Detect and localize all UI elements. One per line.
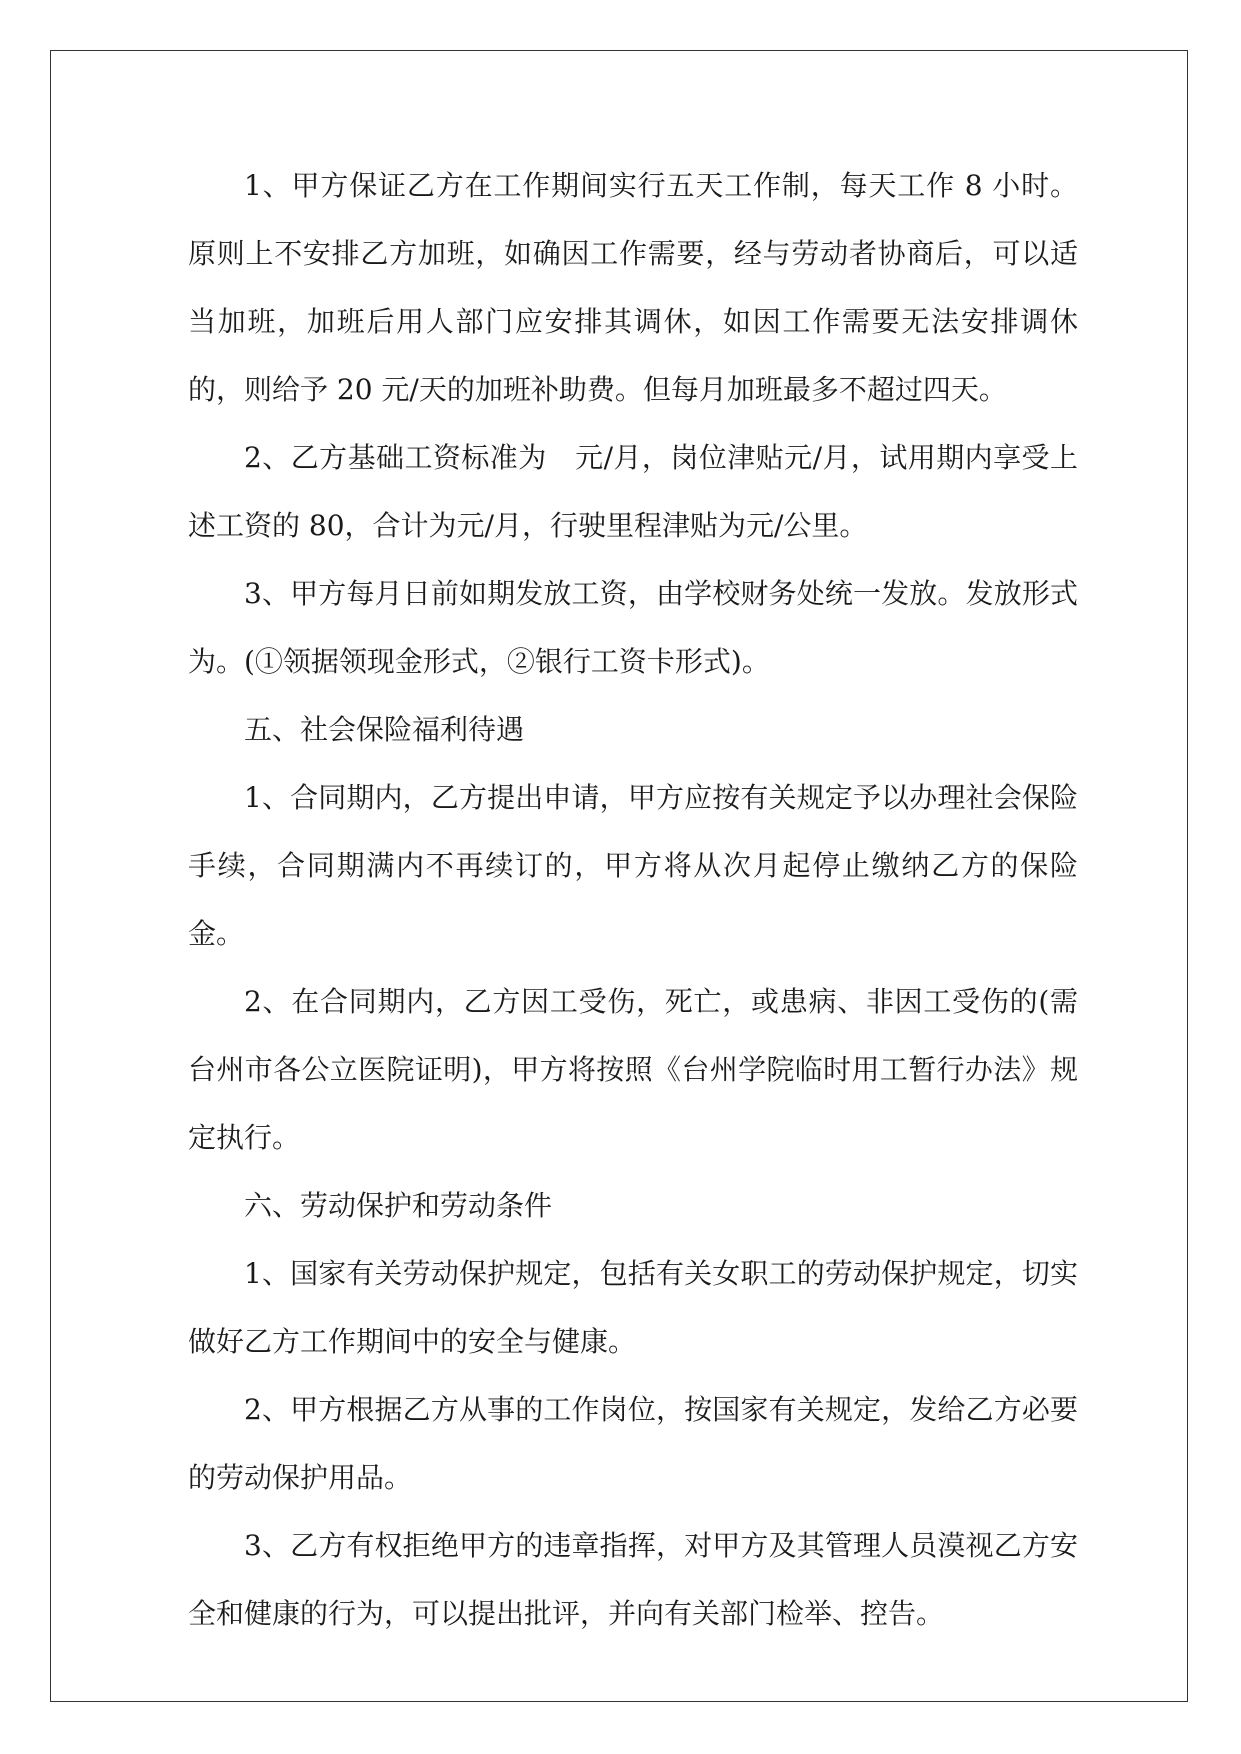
section-heading-social-insurance: 五、社会保险福利待遇 xyxy=(244,713,525,746)
clause-work-injury: 2、在合同期内，乙方因工受伤，死亡，或患病、非因工受伤的(需台州市各公立医院证明)，甲方将按照《台州学院临时用工暂行办法》规定执行。 xyxy=(188,985,1078,1154)
clause-social-insurance: 1、合同期内，乙方提出申请，甲方应按有关规定予以办理社会保险手续，合同期满内不再续订的，甲方将从次月起停止缴纳乙方的保险金。 xyxy=(188,781,1078,950)
section-heading-labor-protection: 六、劳动保护和劳动条件 xyxy=(244,1189,553,1222)
clause-payment-schedule: 3、甲方每月日前如期发放工资，由学校财务处统一发放。发放形式为。(①领据领现金形式，②银行工资卡形式)。 xyxy=(188,577,1078,678)
clause-protection-regulations: 1、国家有关劳动保护规定，包括有关女职工的劳动保护规定，切实做好乙方工作期间中的安全与健康。 xyxy=(188,1257,1078,1358)
clause-right-to-refuse: 3、乙方有权拒绝甲方的违章指挥，对甲方及其管理人员漠视乙方安全和健康的行为，可以提出批评，并向有关部门检举、控告。 xyxy=(188,1529,1078,1630)
clause-protective-equipment: 2、甲方根据乙方从事的工作岗位，按国家有关规定，发给乙方必要的劳动保护用品。 xyxy=(188,1393,1078,1494)
document-body xyxy=(188,152,1078,1648)
clause-work-hours: 1、甲方保证乙方在工作期间实行五天工作制，每天工作 8 小时。原则上不安排乙方加班，如确因工作需要，经与劳动者协商后，可以适当加班，加班后用人部门应安排其调休，如因工作需要无法安排调休的，则给予 20 元/天的加班补助费。但每月加班最多不超过四天。 xyxy=(188,169,1078,406)
clause-base-salary: 2、乙方基础工资标准为 元/月，岗位津贴元/月，试用期内享受上述工资的 80，合计为元/月，行驶里程津贴为元/公里。 xyxy=(188,441,1078,542)
